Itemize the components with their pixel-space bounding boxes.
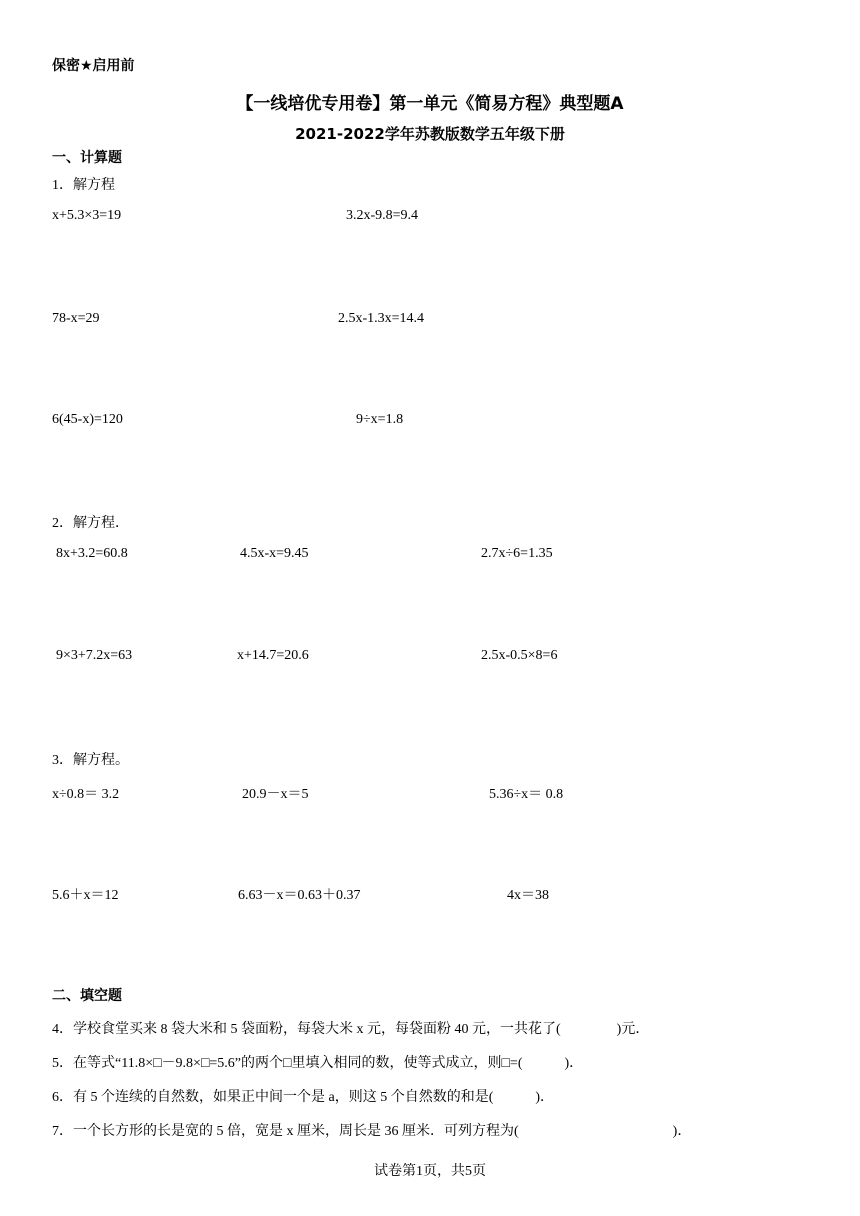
section-heading-fill-in: 二、填空题	[52, 988, 122, 1004]
confidential-label: 保密★启用前	[52, 58, 135, 74]
equation: x+14.7=20.6	[237, 648, 309, 663]
equation: 5.36÷x＝ 0.8	[489, 787, 564, 802]
question-3-label: 3．解方程。	[52, 753, 129, 768]
section-heading-calculation: 一、计算题	[52, 150, 122, 166]
equation: 3.2x-9.8=9.4	[346, 208, 419, 223]
question-4: 4．学校食堂买来 8 袋大米和 5 袋面粉，每袋大米 x 元，每袋面粉 40 元，一共花了( )元．	[52, 1022, 650, 1037]
page-subtitle: 2021-2022学年苏教版数学五年级下册	[295, 125, 565, 143]
equation: x+5.3×3=19	[52, 208, 122, 223]
question-7: 7．一个长方形的长是宽的 5 倍，宽是 x 厘米，周长是 36 厘米．可列方程为( )．	[52, 1124, 692, 1139]
equation: 4.5x-x=9.45	[240, 546, 309, 561]
equation: 2.5x-0.5×8=6	[481, 648, 558, 663]
equation: 4x＝38	[507, 888, 549, 903]
equation: 9×3+7.2x=63	[56, 648, 133, 663]
question-2-label: 2．解方程．	[52, 516, 129, 531]
equation: 2.5x-1.3x=14.4	[338, 311, 425, 326]
question-1-label: 1．解方程	[52, 178, 115, 193]
equation: 78-x=29	[52, 311, 100, 326]
question-5: 5．在等式“11.8×□－9.8×□=5.6”的两个□里填入相同的数，使等式成立，则□=( )．	[52, 1056, 584, 1071]
question-6: 6．有 5 个连续的自然数，如果正中间一个是 a，则这 5 个自然数的和是( )．	[52, 1090, 555, 1105]
equation: 6.63－x＝0.63＋0.37	[238, 888, 361, 903]
page-footer: 试卷第1页，共5页	[374, 1164, 486, 1179]
equation: 9÷x=1.8	[356, 412, 404, 427]
equation: 5.6＋x＝12	[52, 888, 119, 903]
equation: 6(45-x)=120	[52, 412, 123, 427]
equation: 2.7x÷6=1.35	[481, 546, 553, 561]
equation: x÷0.8＝ 3.2	[52, 787, 120, 802]
page-title: 【一线培优专用卷】第一单元《简易方程》典型题A	[236, 94, 624, 114]
equation: 8x+3.2=60.8	[56, 546, 128, 561]
equation: 20.9－x＝5	[242, 787, 309, 802]
